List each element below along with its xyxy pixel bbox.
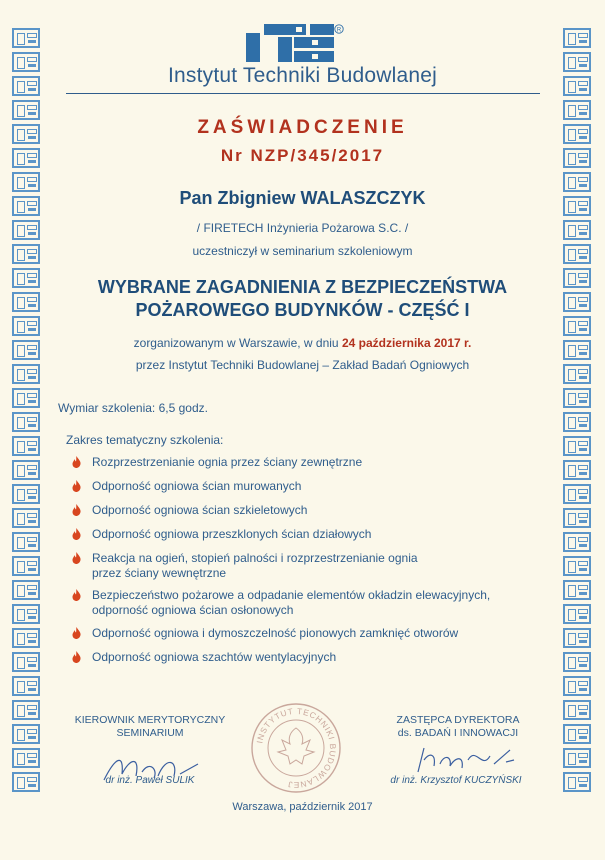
- right-ornamental-border: [563, 28, 593, 806]
- border-tile: [563, 556, 591, 576]
- topic-item: [72, 503, 307, 518]
- organized-text: [0, 336, 605, 350]
- topic-text: Reakcja na ogień, stopień palności i rozprzestrzenianie ognia przez ściany wewnętrzne: [92, 551, 418, 580]
- topic-text: Odporność ogniowa i dymoszczelność pionowych zamknięć otworów: [92, 626, 459, 640]
- border-tile: [12, 460, 40, 480]
- stamp-text: INSTYTUT TECHNIKI BUDOWLANEJ: [254, 705, 339, 791]
- flame-bullet-icon: [72, 480, 81, 492]
- border-tile: [12, 676, 40, 696]
- border-tile: [563, 28, 591, 48]
- seminar-title-line-2: POŻAROWEGO BUDYNKÓW - CZĘŚĆ I: [135, 300, 470, 320]
- border-tile: [563, 724, 591, 744]
- flame-bullet-icon: [72, 589, 81, 601]
- place-and-date: Warszawa, październik 2017: [232, 801, 373, 813]
- right-signatory-name: dr inż. Krzysztof KUCZYŃSKI: [390, 775, 522, 786]
- topic-text: Rozprzestrzenianie ognia przez ściany zewnętrzne: [92, 455, 363, 469]
- topic-item: [72, 479, 301, 494]
- border-tile: [563, 700, 591, 720]
- topic-item: [72, 650, 336, 665]
- training-duration: Wymiar szkolenia: 6,5 godz.: [58, 401, 208, 415]
- itb-logo-icon: [246, 24, 344, 62]
- border-tile: [12, 700, 40, 720]
- institute-stamp: [250, 702, 342, 794]
- border-tile: [563, 484, 591, 504]
- organized-prefix: zorganizowanym w Warszawie, w dniu: [133, 336, 342, 350]
- border-tile: [12, 508, 40, 528]
- border-tile: [12, 724, 40, 744]
- border-tile: [563, 532, 591, 552]
- header-divider: [66, 93, 540, 94]
- border-tile: [563, 460, 591, 480]
- certificate-title: ZAŚWIADCZENIE: [197, 117, 408, 138]
- flame-bullet-icon: [72, 651, 81, 663]
- border-tile: [563, 508, 591, 528]
- border-tile: [563, 676, 591, 696]
- border-tile: [563, 388, 591, 408]
- border-tile: [12, 412, 40, 432]
- seminar-title-line-1: WYBRANE ZAGADNIENIA Z BEZPIECZEŃSTWA: [97, 277, 508, 297]
- right-signatory-title: ZASTĘPCA DYREKTORA ds. BADAŃ I INNOWACJI: [396, 714, 520, 739]
- border-tile: [12, 532, 40, 552]
- left-signatory-title: KIEROWNIK MERYTORYCZNY SEMINARIUM: [74, 714, 226, 739]
- topic-item: [72, 527, 371, 542]
- participation-text: uczestniczył w seminarium szkoleniowym: [192, 244, 413, 258]
- topic-text: Odporność ogniowa ścian murowanych: [92, 479, 302, 493]
- flame-bullet-icon: [72, 627, 81, 639]
- border-tile: [563, 748, 591, 768]
- border-tile: [563, 412, 591, 432]
- flame-bullet-icon: [72, 504, 81, 516]
- svg-text:R: R: [336, 27, 342, 34]
- seminar-date: 24 października 2017 r.: [341, 336, 472, 350]
- certificate-number: Nr NZP/345/2017: [220, 146, 385, 165]
- flame-bullet-icon: [72, 456, 81, 468]
- topic-text: Bezpieczeństwo pożarowe a odpadanie elementów okładzin elewacyjnych, odporność ogniowa ścian osłonowych: [92, 588, 491, 617]
- border-tile: [12, 484, 40, 504]
- topic-text: Odporność ogniowa szachtów wentylacyjnych: [92, 650, 337, 664]
- flame-bullet-icon: [72, 528, 81, 540]
- topic-text: Odporność ogniowa ścian szkieletowych: [92, 503, 308, 517]
- topic-item: [72, 551, 418, 581]
- seminar-title: [0, 276, 605, 322]
- border-tile: [12, 652, 40, 672]
- border-tile: [12, 436, 40, 456]
- border-tile: [12, 388, 40, 408]
- border-tile: [12, 580, 40, 600]
- svg-text:INSTYTUT TECHNIKI BUDOWLANEJ: [254, 706, 338, 790]
- border-tile: [12, 772, 40, 792]
- left-signatory-name: dr inż. Paweł SULIK: [105, 775, 195, 786]
- right-signature-scribble: [410, 740, 520, 776]
- topic-item: [72, 626, 458, 641]
- border-tile: [563, 628, 591, 648]
- topic-text: Odporność ogniowa przeszklonych ścian działowych: [92, 527, 372, 541]
- participant-name: Pan Zbigniew WALASZCZYK: [179, 188, 426, 208]
- topic-item: [72, 455, 362, 470]
- left-ornamental-border: [12, 28, 42, 806]
- border-tile: [12, 556, 40, 576]
- border-tile: [12, 604, 40, 624]
- topic-item: [72, 588, 490, 618]
- border-tile: [563, 436, 591, 456]
- border-tile: [563, 652, 591, 672]
- participant-company: / FIRETECH Inżynieria Pożarowa S.C. /: [196, 221, 409, 235]
- border-tile: [12, 628, 40, 648]
- border-tile: [12, 748, 40, 768]
- organizer-text: przez Instytut Techniki Budowlanej – Zakład Badań Ogniowych: [135, 358, 470, 372]
- scope-title: Zakres tematyczny szkolenia:: [66, 433, 224, 447]
- border-tile: [563, 580, 591, 600]
- flame-bullet-icon: [72, 552, 81, 564]
- border-tile: [12, 28, 40, 48]
- border-tile: [563, 772, 591, 792]
- border-tile: [563, 604, 591, 624]
- institute-name: Instytut Techniki Budowlanej: [167, 64, 438, 87]
